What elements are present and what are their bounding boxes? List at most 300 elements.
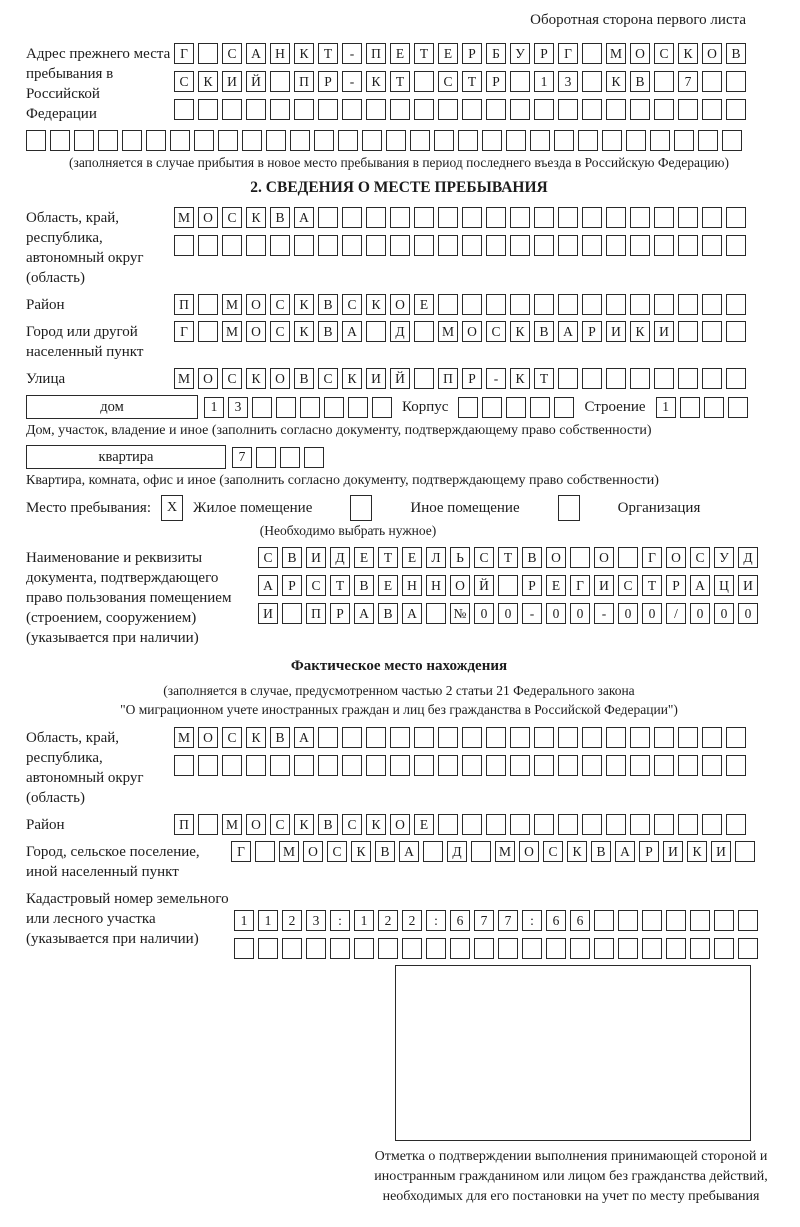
char-box[interactable]: К xyxy=(606,71,626,92)
char-box[interactable]: Д xyxy=(330,547,350,568)
char-box[interactable]: А xyxy=(342,321,362,342)
char-box[interactable]: У xyxy=(510,43,530,64)
char-box[interactable]: С xyxy=(327,841,347,862)
char-box[interactable] xyxy=(534,294,554,315)
char-box[interactable] xyxy=(294,235,314,256)
char-box[interactable]: Е xyxy=(354,547,374,568)
char-box[interactable] xyxy=(606,294,626,315)
char-box[interactable]: К xyxy=(294,321,314,342)
char-box[interactable]: О xyxy=(450,575,470,596)
char-box[interactable]: О xyxy=(198,207,218,228)
apartment-type-box[interactable]: квартира xyxy=(26,445,226,469)
char-box[interactable]: - xyxy=(342,71,362,92)
char-box[interactable]: О xyxy=(390,294,410,315)
char-box[interactable]: О xyxy=(198,368,218,389)
char-box[interactable] xyxy=(50,130,70,151)
char-box[interactable]: Е xyxy=(546,575,566,596)
char-box[interactable] xyxy=(654,207,674,228)
char-box[interactable]: О xyxy=(390,814,410,835)
char-box[interactable] xyxy=(438,755,458,776)
char-box[interactable]: О xyxy=(630,43,650,64)
char-box[interactable] xyxy=(582,294,602,315)
char-box[interactable]: 2 xyxy=(282,910,302,931)
char-box[interactable] xyxy=(170,130,190,151)
char-box[interactable]: Й xyxy=(390,368,410,389)
char-box[interactable] xyxy=(366,755,386,776)
char-box[interactable] xyxy=(630,294,650,315)
char-box[interactable]: И xyxy=(594,575,614,596)
char-box[interactable] xyxy=(438,727,458,748)
char-box[interactable] xyxy=(434,130,454,151)
char-box[interactable]: К xyxy=(687,841,707,862)
char-box[interactable]: С xyxy=(543,841,563,862)
char-box[interactable] xyxy=(582,71,602,92)
char-box[interactable] xyxy=(174,99,194,120)
char-box[interactable] xyxy=(354,938,374,959)
char-box[interactable]: О xyxy=(246,321,266,342)
char-box[interactable]: Р xyxy=(534,43,554,64)
char-box[interactable] xyxy=(234,938,254,959)
char-box[interactable]: 1 xyxy=(204,397,224,418)
char-box[interactable] xyxy=(414,99,434,120)
char-box[interactable] xyxy=(222,235,242,256)
char-box[interactable] xyxy=(324,397,344,418)
char-box[interactable] xyxy=(606,235,626,256)
char-box[interactable] xyxy=(642,938,662,959)
char-box[interactable] xyxy=(458,397,478,418)
char-box[interactable] xyxy=(738,910,758,931)
char-box[interactable] xyxy=(578,130,598,151)
char-box[interactable]: П xyxy=(306,603,326,624)
char-box[interactable]: Е xyxy=(414,814,434,835)
char-box[interactable] xyxy=(674,130,694,151)
char-box[interactable]: О xyxy=(198,727,218,748)
char-box[interactable]: С xyxy=(318,368,338,389)
char-box[interactable] xyxy=(582,43,602,64)
char-box[interactable] xyxy=(654,294,674,315)
char-box[interactable]: Г xyxy=(558,43,578,64)
char-box[interactable] xyxy=(728,397,748,418)
char-box[interactable] xyxy=(678,294,698,315)
char-box[interactable]: 0 xyxy=(618,603,638,624)
char-box[interactable]: К xyxy=(351,841,371,862)
char-box[interactable] xyxy=(582,368,602,389)
char-box[interactable]: И xyxy=(663,841,683,862)
char-box[interactable] xyxy=(654,99,674,120)
char-box[interactable] xyxy=(414,755,434,776)
char-box[interactable] xyxy=(630,235,650,256)
char-box[interactable] xyxy=(726,235,746,256)
char-box[interactable]: Е xyxy=(414,294,434,315)
char-box[interactable]: А xyxy=(258,575,278,596)
char-box[interactable] xyxy=(506,130,526,151)
char-box[interactable] xyxy=(318,755,338,776)
char-box[interactable]: - xyxy=(594,603,614,624)
char-box[interactable]: К xyxy=(294,294,314,315)
char-box[interactable] xyxy=(146,130,166,151)
char-box[interactable]: О xyxy=(246,294,266,315)
char-box[interactable] xyxy=(366,321,386,342)
char-box[interactable] xyxy=(714,910,734,931)
char-box[interactable] xyxy=(174,235,194,256)
char-box[interactable] xyxy=(510,71,530,92)
char-box[interactable]: М xyxy=(174,368,194,389)
char-box[interactable] xyxy=(630,727,650,748)
char-box[interactable] xyxy=(338,130,358,151)
char-box[interactable] xyxy=(426,603,446,624)
char-box[interactable] xyxy=(618,910,638,931)
char-box[interactable] xyxy=(246,235,266,256)
char-box[interactable]: П xyxy=(174,294,194,315)
char-box[interactable] xyxy=(690,938,710,959)
char-box[interactable]: К xyxy=(510,321,530,342)
char-box[interactable]: М xyxy=(222,294,242,315)
char-box[interactable] xyxy=(366,99,386,120)
char-box[interactable]: С xyxy=(270,321,290,342)
char-box[interactable] xyxy=(198,235,218,256)
char-box[interactable] xyxy=(342,207,362,228)
char-box[interactable] xyxy=(558,368,578,389)
char-box[interactable]: В xyxy=(375,841,395,862)
char-box[interactable] xyxy=(194,130,214,151)
char-box[interactable] xyxy=(506,397,526,418)
char-box[interactable]: Е xyxy=(390,43,410,64)
char-box[interactable]: Т xyxy=(390,71,410,92)
char-box[interactable]: Т xyxy=(498,547,518,568)
char-box[interactable] xyxy=(534,99,554,120)
char-box[interactable]: 0 xyxy=(714,603,734,624)
char-box[interactable]: А xyxy=(558,321,578,342)
char-box[interactable] xyxy=(74,130,94,151)
char-box[interactable]: Б xyxy=(486,43,506,64)
char-box[interactable]: Р xyxy=(582,321,602,342)
char-box[interactable] xyxy=(486,727,506,748)
char-box[interactable] xyxy=(414,727,434,748)
char-box[interactable] xyxy=(414,321,434,342)
char-box[interactable]: 0 xyxy=(570,603,590,624)
char-box[interactable]: В xyxy=(591,841,611,862)
char-box[interactable]: 0 xyxy=(642,603,662,624)
char-box[interactable] xyxy=(554,397,574,418)
char-box[interactable] xyxy=(630,814,650,835)
char-box[interactable]: Д xyxy=(447,841,467,862)
char-box[interactable]: С xyxy=(342,294,362,315)
char-box[interactable]: 7 xyxy=(678,71,698,92)
char-box[interactable]: 7 xyxy=(498,910,518,931)
char-box[interactable] xyxy=(222,755,242,776)
char-box[interactable] xyxy=(410,130,430,151)
char-box[interactable]: О xyxy=(303,841,323,862)
char-box[interactable] xyxy=(726,755,746,776)
char-box[interactable] xyxy=(654,727,674,748)
char-box[interactable]: К xyxy=(198,71,218,92)
char-box[interactable] xyxy=(654,71,674,92)
char-box[interactable]: Г xyxy=(174,43,194,64)
char-box[interactable] xyxy=(438,235,458,256)
char-box[interactable]: С xyxy=(474,547,494,568)
char-box[interactable]: Т xyxy=(642,575,662,596)
char-box[interactable] xyxy=(270,235,290,256)
char-box[interactable] xyxy=(258,938,278,959)
char-box[interactable] xyxy=(342,99,362,120)
char-box[interactable] xyxy=(486,99,506,120)
char-box[interactable]: С xyxy=(438,71,458,92)
char-box[interactable] xyxy=(482,130,502,151)
char-box[interactable] xyxy=(534,207,554,228)
char-box[interactable] xyxy=(606,368,626,389)
char-box[interactable] xyxy=(510,294,530,315)
char-box[interactable] xyxy=(362,130,382,151)
char-box[interactable] xyxy=(270,71,290,92)
char-box[interactable] xyxy=(510,727,530,748)
char-box[interactable] xyxy=(722,130,742,151)
char-box[interactable] xyxy=(282,938,302,959)
char-box[interactable] xyxy=(726,71,746,92)
char-box[interactable]: П xyxy=(174,814,194,835)
char-box[interactable] xyxy=(294,755,314,776)
char-box[interactable] xyxy=(654,755,674,776)
char-box[interactable]: О xyxy=(594,547,614,568)
char-box[interactable] xyxy=(372,397,392,418)
char-box[interactable] xyxy=(702,321,722,342)
checkbox-residential[interactable]: X xyxy=(161,495,183,521)
char-box[interactable] xyxy=(366,235,386,256)
char-box[interactable] xyxy=(534,235,554,256)
char-box[interactable]: И xyxy=(258,603,278,624)
char-box[interactable] xyxy=(471,841,491,862)
char-box[interactable] xyxy=(594,910,614,931)
char-box[interactable]: О xyxy=(270,368,290,389)
char-box[interactable] xyxy=(558,99,578,120)
char-box[interactable] xyxy=(726,207,746,228)
char-box[interactable] xyxy=(198,99,218,120)
char-box[interactable] xyxy=(534,814,554,835)
char-box[interactable] xyxy=(486,755,506,776)
char-box[interactable]: 3 xyxy=(306,910,326,931)
char-box[interactable] xyxy=(726,294,746,315)
char-box[interactable]: К xyxy=(246,368,266,389)
char-box[interactable] xyxy=(276,397,296,418)
char-box[interactable]: 1 xyxy=(354,910,374,931)
char-box[interactable]: Г xyxy=(570,575,590,596)
char-box[interactable] xyxy=(702,814,722,835)
char-box[interactable]: В xyxy=(318,294,338,315)
char-box[interactable]: И xyxy=(222,71,242,92)
char-box[interactable] xyxy=(256,447,276,468)
char-box[interactable]: 0 xyxy=(738,603,758,624)
char-box[interactable] xyxy=(726,368,746,389)
char-box[interactable] xyxy=(314,130,334,151)
char-box[interactable]: К xyxy=(678,43,698,64)
char-box[interactable]: В xyxy=(354,575,374,596)
char-box[interactable]: 2 xyxy=(402,910,422,931)
char-box[interactable]: П xyxy=(366,43,386,64)
char-box[interactable] xyxy=(510,755,530,776)
char-box[interactable]: М xyxy=(222,814,242,835)
char-box[interactable] xyxy=(330,938,350,959)
char-box[interactable] xyxy=(630,99,650,120)
char-box[interactable] xyxy=(390,755,410,776)
char-box[interactable] xyxy=(738,938,758,959)
char-box[interactable]: 0 xyxy=(546,603,566,624)
char-box[interactable] xyxy=(570,547,590,568)
char-box[interactable] xyxy=(342,727,362,748)
char-box[interactable] xyxy=(678,814,698,835)
char-box[interactable] xyxy=(486,235,506,256)
char-box[interactable] xyxy=(246,99,266,120)
char-box[interactable] xyxy=(318,99,338,120)
house-type-box[interactable]: дом xyxy=(26,395,198,419)
char-box[interactable]: 1 xyxy=(234,910,254,931)
char-box[interactable]: П xyxy=(294,71,314,92)
char-box[interactable]: С xyxy=(618,575,638,596)
char-box[interactable] xyxy=(666,938,686,959)
char-box[interactable] xyxy=(726,99,746,120)
char-box[interactable] xyxy=(462,814,482,835)
char-box[interactable]: 1 xyxy=(258,910,278,931)
char-box[interactable] xyxy=(630,755,650,776)
char-box[interactable] xyxy=(702,207,722,228)
char-box[interactable] xyxy=(698,130,718,151)
char-box[interactable] xyxy=(270,755,290,776)
char-box[interactable] xyxy=(726,727,746,748)
char-box[interactable] xyxy=(654,235,674,256)
char-box[interactable]: М xyxy=(606,43,626,64)
char-box[interactable] xyxy=(650,130,670,151)
char-box[interactable] xyxy=(558,207,578,228)
char-box[interactable]: Ц xyxy=(714,575,734,596)
char-box[interactable]: И xyxy=(306,547,326,568)
char-box[interactable] xyxy=(218,130,238,151)
char-box[interactable] xyxy=(642,910,662,931)
char-box[interactable] xyxy=(510,207,530,228)
char-box[interactable] xyxy=(348,397,368,418)
char-box[interactable] xyxy=(606,207,626,228)
char-box[interactable] xyxy=(198,43,218,64)
char-box[interactable] xyxy=(390,99,410,120)
char-box[interactable] xyxy=(486,814,506,835)
char-box[interactable] xyxy=(630,368,650,389)
char-box[interactable] xyxy=(654,368,674,389)
char-box[interactable] xyxy=(414,368,434,389)
char-box[interactable]: А xyxy=(354,603,374,624)
char-box[interactable] xyxy=(606,99,626,120)
char-box[interactable] xyxy=(318,235,338,256)
char-box[interactable]: П xyxy=(438,368,458,389)
char-box[interactable]: В xyxy=(522,547,542,568)
char-box[interactable]: Р xyxy=(486,71,506,92)
char-box[interactable]: И xyxy=(711,841,731,862)
char-box[interactable]: 1 xyxy=(534,71,554,92)
char-box[interactable]: В xyxy=(282,547,302,568)
char-box[interactable]: В xyxy=(270,207,290,228)
char-box[interactable] xyxy=(438,99,458,120)
char-box[interactable] xyxy=(342,755,362,776)
char-box[interactable]: К xyxy=(246,207,266,228)
char-box[interactable]: О xyxy=(246,814,266,835)
char-box[interactable]: 0 xyxy=(474,603,494,624)
char-box[interactable]: Р xyxy=(666,575,686,596)
char-box[interactable]: С xyxy=(306,575,326,596)
char-box[interactable] xyxy=(306,938,326,959)
char-box[interactable] xyxy=(702,71,722,92)
char-box[interactable]: К xyxy=(294,43,314,64)
char-box[interactable] xyxy=(582,207,602,228)
char-box[interactable]: № xyxy=(450,603,470,624)
char-box[interactable] xyxy=(582,814,602,835)
char-box[interactable] xyxy=(222,99,242,120)
char-box[interactable] xyxy=(702,727,722,748)
char-box[interactable]: К xyxy=(630,321,650,342)
char-box[interactable]: А xyxy=(615,841,635,862)
char-box[interactable] xyxy=(602,130,622,151)
char-box[interactable]: А xyxy=(402,603,422,624)
char-box[interactable]: К xyxy=(294,814,314,835)
char-box[interactable] xyxy=(474,938,494,959)
char-box[interactable] xyxy=(498,938,518,959)
char-box[interactable] xyxy=(462,727,482,748)
char-box[interactable]: А xyxy=(294,727,314,748)
char-box[interactable]: В xyxy=(318,814,338,835)
char-box[interactable]: Е xyxy=(378,575,398,596)
char-box[interactable]: С xyxy=(222,207,242,228)
char-box[interactable]: 3 xyxy=(228,397,248,418)
char-box[interactable]: Т xyxy=(318,43,338,64)
char-box[interactable] xyxy=(242,130,262,151)
char-box[interactable]: 6 xyxy=(450,910,470,931)
char-box[interactable] xyxy=(558,294,578,315)
char-box[interactable]: 7 xyxy=(232,447,252,468)
char-box[interactable] xyxy=(606,727,626,748)
char-box[interactable] xyxy=(678,755,698,776)
char-box[interactable] xyxy=(378,938,398,959)
char-box[interactable]: 0 xyxy=(690,603,710,624)
char-box[interactable]: А xyxy=(246,43,266,64)
checkbox-other-premises[interactable] xyxy=(350,495,372,521)
char-box[interactable] xyxy=(582,755,602,776)
char-box[interactable] xyxy=(678,727,698,748)
char-box[interactable]: И xyxy=(606,321,626,342)
char-box[interactable]: Е xyxy=(438,43,458,64)
char-box[interactable] xyxy=(678,207,698,228)
char-box[interactable] xyxy=(294,99,314,120)
char-box[interactable] xyxy=(704,397,724,418)
char-box[interactable]: С xyxy=(270,814,290,835)
char-box[interactable] xyxy=(582,235,602,256)
char-box[interactable] xyxy=(530,397,550,418)
char-box[interactable]: К xyxy=(366,294,386,315)
char-box[interactable] xyxy=(618,547,638,568)
char-box[interactable] xyxy=(522,938,542,959)
char-box[interactable]: Д xyxy=(390,321,410,342)
char-box[interactable] xyxy=(666,910,686,931)
char-box[interactable] xyxy=(282,603,302,624)
char-box[interactable] xyxy=(530,130,550,151)
char-box[interactable]: - xyxy=(342,43,362,64)
char-box[interactable] xyxy=(558,235,578,256)
char-box[interactable]: 7 xyxy=(474,910,494,931)
char-box[interactable] xyxy=(606,755,626,776)
checkbox-organization[interactable] xyxy=(558,495,580,521)
char-box[interactable] xyxy=(486,294,506,315)
char-box[interactable] xyxy=(122,130,142,151)
char-box[interactable]: К xyxy=(342,368,362,389)
char-box[interactable]: М xyxy=(438,321,458,342)
char-box[interactable]: Е xyxy=(402,547,422,568)
char-box[interactable] xyxy=(390,235,410,256)
char-box[interactable]: А xyxy=(294,207,314,228)
char-box[interactable]: Г xyxy=(231,841,251,862)
